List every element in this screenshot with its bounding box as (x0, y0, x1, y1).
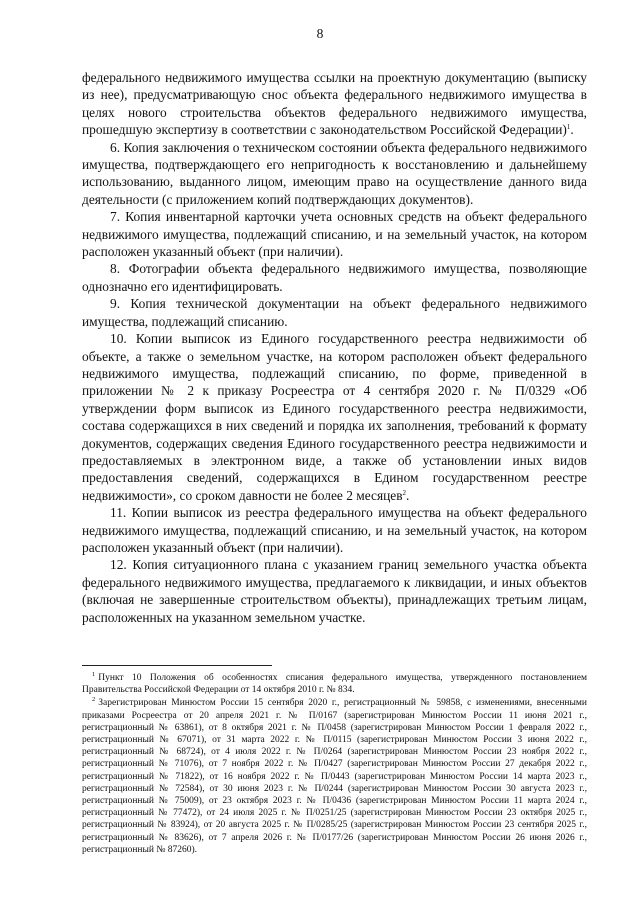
footnote-text: Зарегистрирован Минюстом России 15 сентября 2020 г., регистрационный № 59858, с изменениями, внесенными приказами Росреестра от 20 апреля 2021 г. № П/0167 (зарегистрирован Минюстом России 11 июня 2021 г., регистрационный № 63861), от 8 октября 2021 г. № П/0458 (зарегистрирован Минюстом России 1 февраля 2022 г., регистрационный № 67071), от 31 марта 2022 г. № П/0115 (зарегистрирован Минюстом России 3 июня 2022 г., регистрационный № 68724), от 4 июля 2022 г. № П/0264 (зарегистрирован Минюстом России 23 ноября 2022 г., регистрационный № 71076), от 7 ноября 2022 г. № П/0427 (зарегистрирован Минюстом России 27 декабря 2022 г., регистрационный № 71822), от 16 ноября 2022 г. № П/0443 (зарегистрирован Минюстом России 14 марта 2023 г., регистрационный № 72584), от 30 июня 2023 г. № П/0244 (зарегистрирован Минюстом России 30 августа 2023 г., регистрационный № 75009), от 23 октября 2023 г. № П/0436 (зарегистрирован Минюстом России 11 марта 2024 г., регистрационный № 77472), от 24 июля 2025 г. № П/0251/25 (зарегистрирован Минюстом России 23 октября 2025 г., регистрационный № 83924), от 20 августа 2025 г. № П/0285/25 (зарегистрирован Минюстом России 23 сентября 2025 г., регистрационный № 83626), от 7 апреля 2026 г. № П/0177/26 (зарегистрирован Минюстом России 26 июня 2026 г., регистрационный № 87260). (82, 698, 587, 855)
paragraph-item-11: 11. Копии выписок из реестра федерального имущества на объект федерального недвижимого имущества, подлежащий списанию, и на земельный участок, на котором расположен указанный объект (при наличии). (82, 505, 587, 555)
footnote-1 (82, 672, 587, 696)
paragraph-item-7: 7. Копия инвентарной карточки учета основных средств на объект федерального недвижимого имущества, подлежащий списанию, и на земельный участок, на котором расположен указанный объект (при наличии). (82, 209, 587, 260)
paragraph-continuation: федерального недвижимого имущества ссылки на проектную документацию (выписку из нее), предусматривающую снос объекта федерального недвижимого имущества в целях нового строительства объектов федерального недвижимого имущества, прошедшую экспертизу в соответствии с законодательством Российской Федерации)$^1$. (82, 70, 587, 138)
footnote-mark: 1 (92, 671, 96, 678)
footnote-2 (82, 697, 587, 856)
footnote-ref-2[interactable]: 2 (402, 488, 407, 497)
paragraph-item-10: 10. Копии выписок из Единого государственного реестра недвижимости об объекте, а также о земельном участке, на котором расположен объект федерального недвижимого имущества, подлежащий списанию, по форме, приведенной в приложении № 2 к приказу Росреестра от 4 сентября 2020 г. № П/0329 «Об утверждении форм выписок из Единого государственного реестра недвижимости, состава содержащихся в них сведений и порядка их заполнения, требований к формату документов, содержащих сведения Единого государственного реестра недвижимости и предоставляемых в электронном виде, а также об установлении иных видов предоставления сведений, содержащихся в Едином государственном реестре недвижимости», со сроком давности не более 2 месяцев$^2$. (82, 331, 587, 503)
footnote-mark: 2 (92, 696, 96, 704)
footnote-text: Пункт 10 Положения об особенностях списания федерального имущества, утвержденного постановлением Правительства Российской Федерации от 14 октября 2010 г. № 834. (82, 673, 587, 696)
paragraph-item-6: 6. Копия заключения о техническом состоянии объекта федерального недвижимого имущества, подтверждающего его непригодность к восстановлению и дальнейшему использованию, выданного лицом, имеющим право на осуществление данного вида деятельности (с приложением копий подтверждающих документов). (82, 139, 587, 207)
footnote-ref-1[interactable]: 1 (566, 123, 571, 132)
footnote-divider (82, 665, 272, 666)
footnotes (82, 672, 587, 857)
document-body (82, 69, 587, 626)
page-number: 8 (316, 26, 324, 41)
paragraph-item-12: 12. Копия ситуационного плана с указанием границ земельного участка объекта федерального недвижимого имущества, предлагаемого к ликвидации, и иных объектов (включая не завершенные строительством объекты), принадлежащих третьим лицам, расположенных на указанном земельном участке. (82, 557, 587, 625)
paragraph-item-8: 8. Фотографии объекта федерального недвижимого имущества, позволяющие однозначно его идентифицировать. (82, 261, 587, 294)
paragraph-item-9: 9. Копия технической документации на объект федерального недвижимого имущества, подлежащий списанию. (82, 296, 587, 329)
